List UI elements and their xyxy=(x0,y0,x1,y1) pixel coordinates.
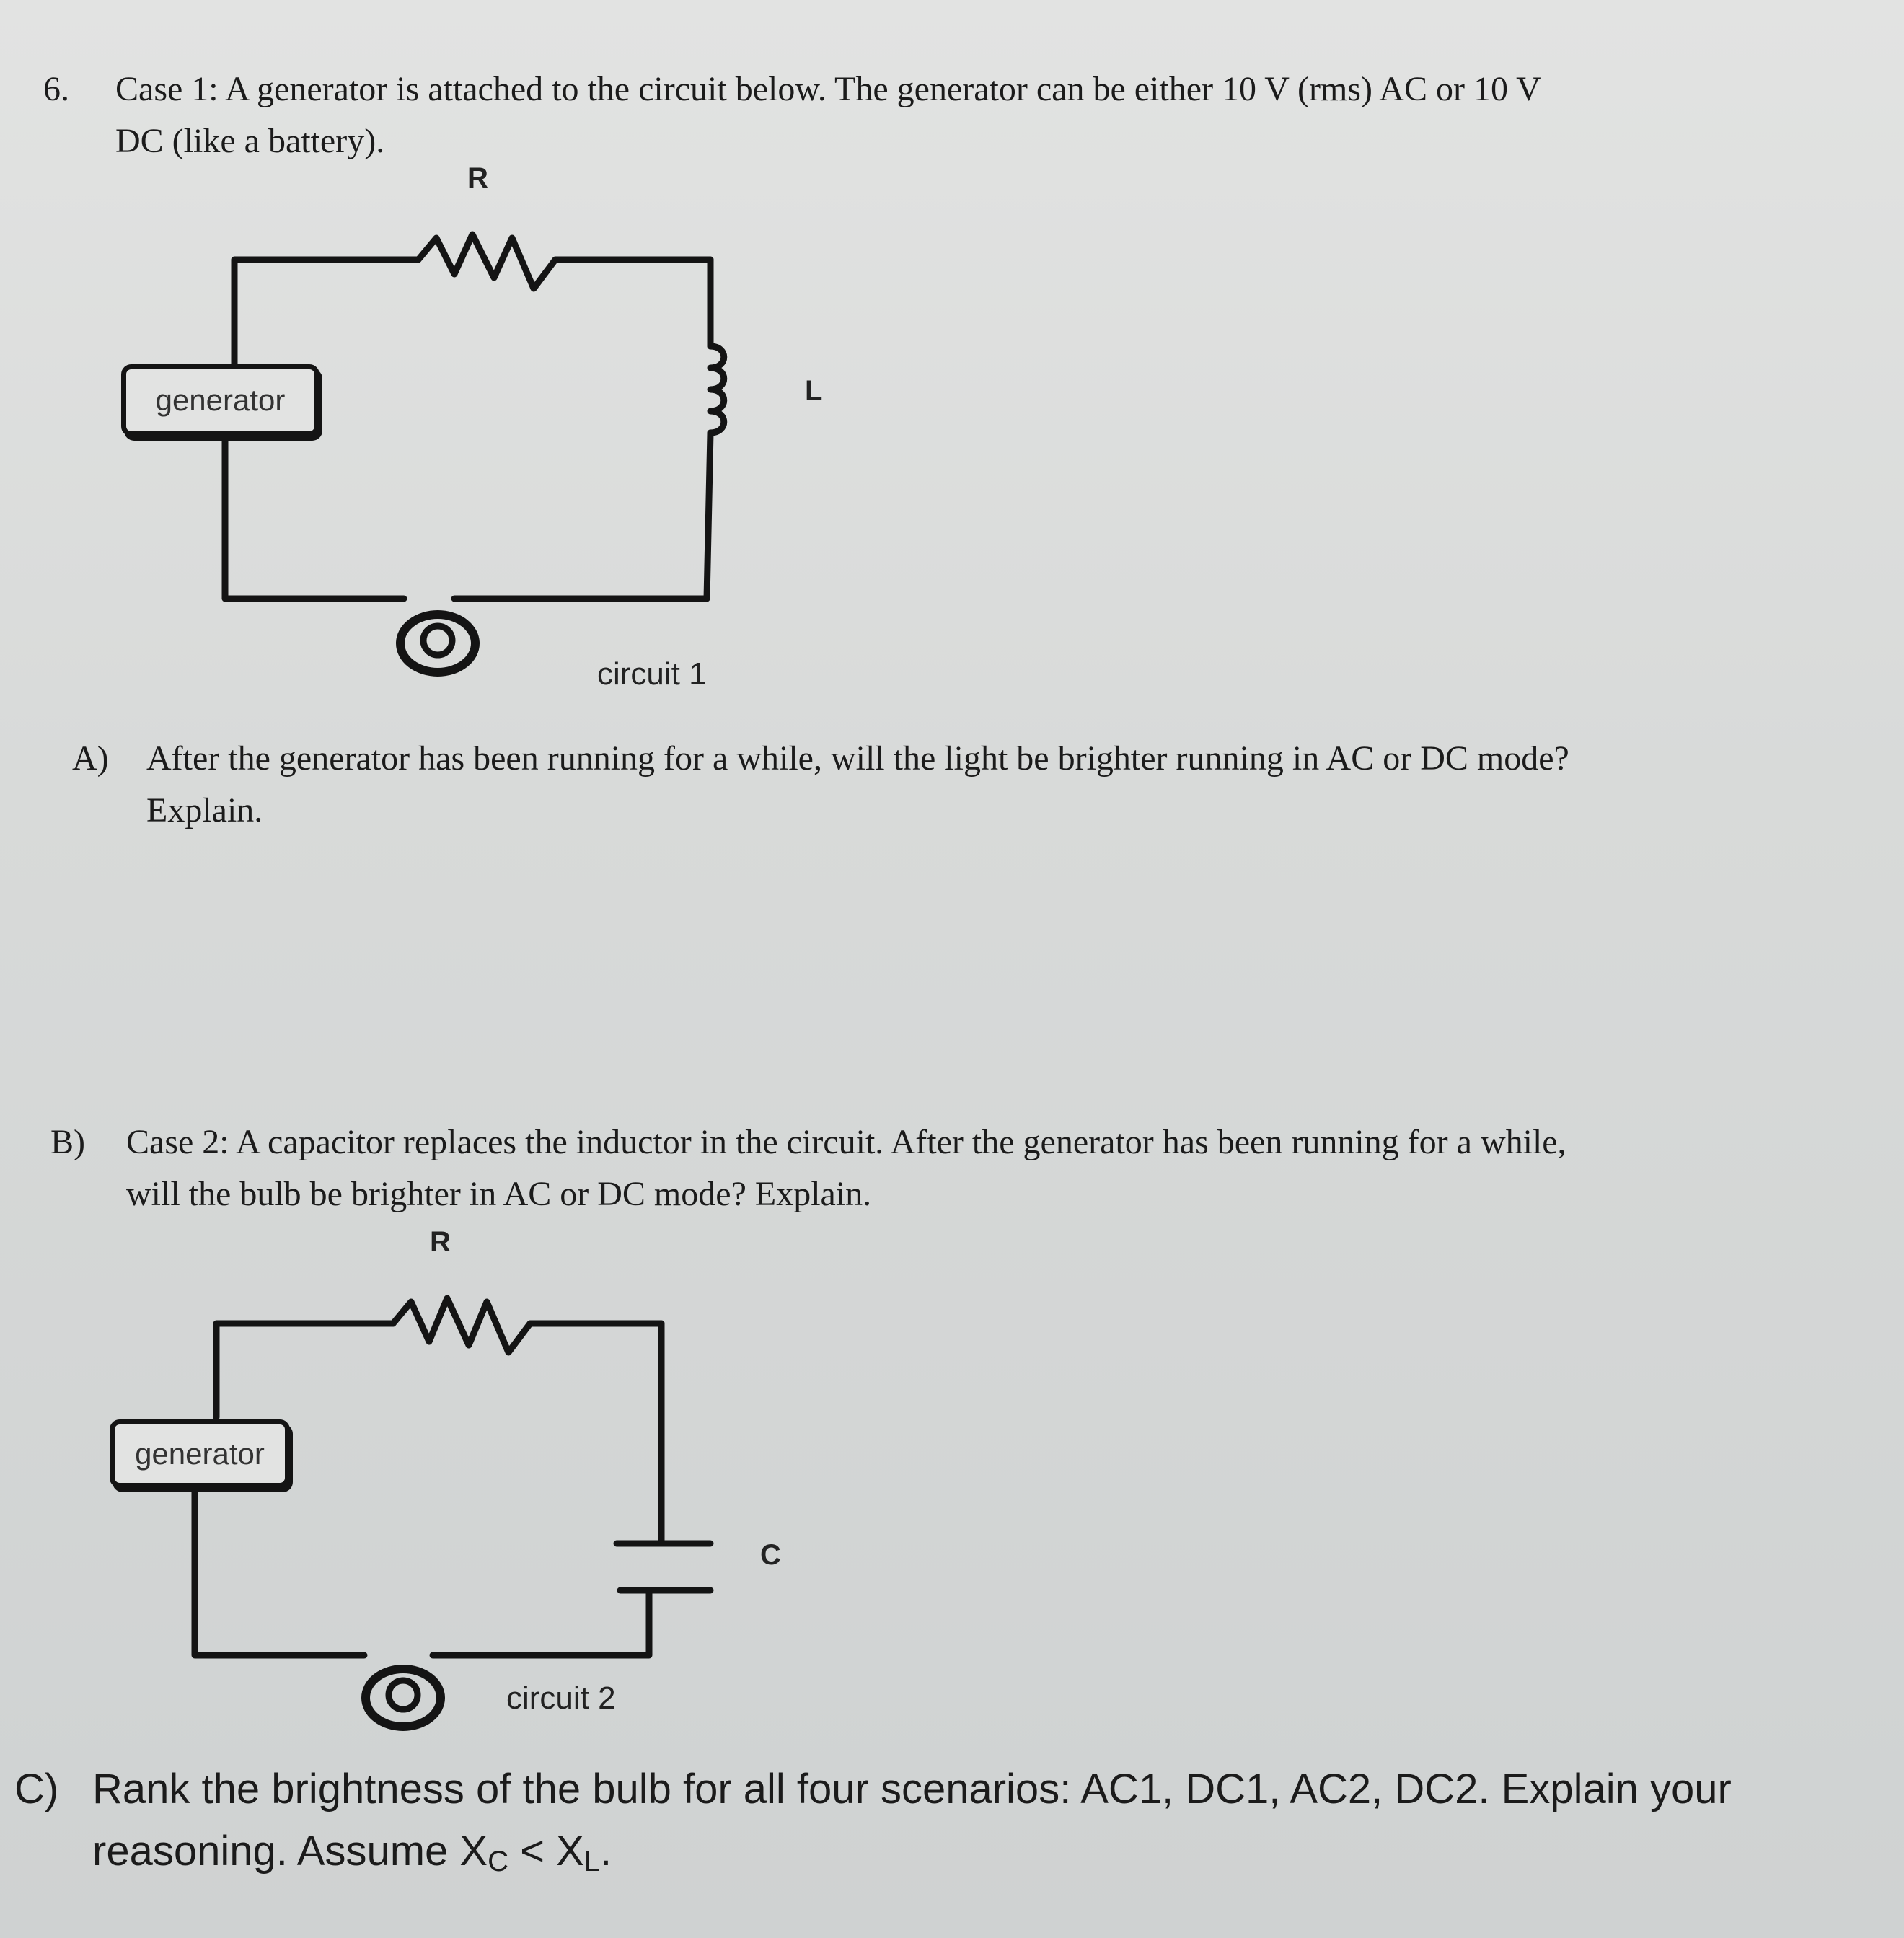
question-line-1: Case 1: A generator is attached to the circuit below. The generator can be either 10 V (rms) AC or 10 V xyxy=(115,70,1541,108)
part-a-letter: A) xyxy=(72,739,109,778)
xc-subscript: C xyxy=(488,1846,508,1877)
circuit-1-diagram xyxy=(0,0,865,721)
circuit-1-resistor xyxy=(418,234,710,289)
circuit-1-generator-label: generator xyxy=(155,383,286,417)
circuit-1-caption: circuit 1 xyxy=(597,656,707,692)
circuit-1-generator xyxy=(121,364,319,436)
circuit-2-generator-label: generator xyxy=(135,1436,265,1471)
xl-subscript: L xyxy=(583,1846,601,1877)
part-a-line-1: After the generator has been running for a while, will the light be brighter running in AC or DC mode? xyxy=(146,739,1569,778)
circuit-2-capacitor-label: C xyxy=(760,1539,781,1571)
circuit-2-resistor xyxy=(393,1298,661,1352)
circuit-2-capacitor xyxy=(617,1543,710,1590)
question-number: 6. xyxy=(43,70,69,108)
circuit-1-resistor-label: R xyxy=(467,162,488,194)
circuit-2-generator xyxy=(110,1419,290,1488)
question-line-2: DC (like a battery). xyxy=(115,122,385,160)
part-b-line-2: will the bulb be brighter in AC or DC mode? Explain. xyxy=(126,1175,872,1213)
part-c-letter: C) xyxy=(14,1766,59,1813)
part-a-text xyxy=(146,733,1892,837)
circuit-2-diagram xyxy=(0,1226,865,1774)
circuit-1-bulb xyxy=(395,610,480,677)
circuit-2-resistor-label: R xyxy=(430,1226,451,1258)
part-c-line-2 xyxy=(92,1820,1888,1893)
less-than: < X xyxy=(508,1828,584,1875)
part-b-line-1: Case 2: A capacitor replaces the inductor in the circuit. After the generator has been running for a while, xyxy=(126,1123,1566,1161)
circuit-2-caption: circuit 2 xyxy=(506,1681,616,1716)
part-c-line-2-prefix: reasoning. Assume X xyxy=(92,1828,488,1875)
circuit-1-inductor-label: L xyxy=(805,375,823,407)
part-a-line-2: Explain. xyxy=(146,791,263,829)
part-c-line-1: Rank the brightness of the bulb for all four scenarios: AC1, DC1, AC2, DC2. Explain your xyxy=(92,1766,1732,1813)
circuit-2-bulb xyxy=(361,1665,446,1731)
period: . xyxy=(600,1828,612,1875)
part-b-text xyxy=(126,1116,1900,1220)
part-b-letter: B) xyxy=(50,1123,85,1161)
circuit-1-inductor xyxy=(710,346,724,433)
part-c-text xyxy=(92,1758,1888,1893)
